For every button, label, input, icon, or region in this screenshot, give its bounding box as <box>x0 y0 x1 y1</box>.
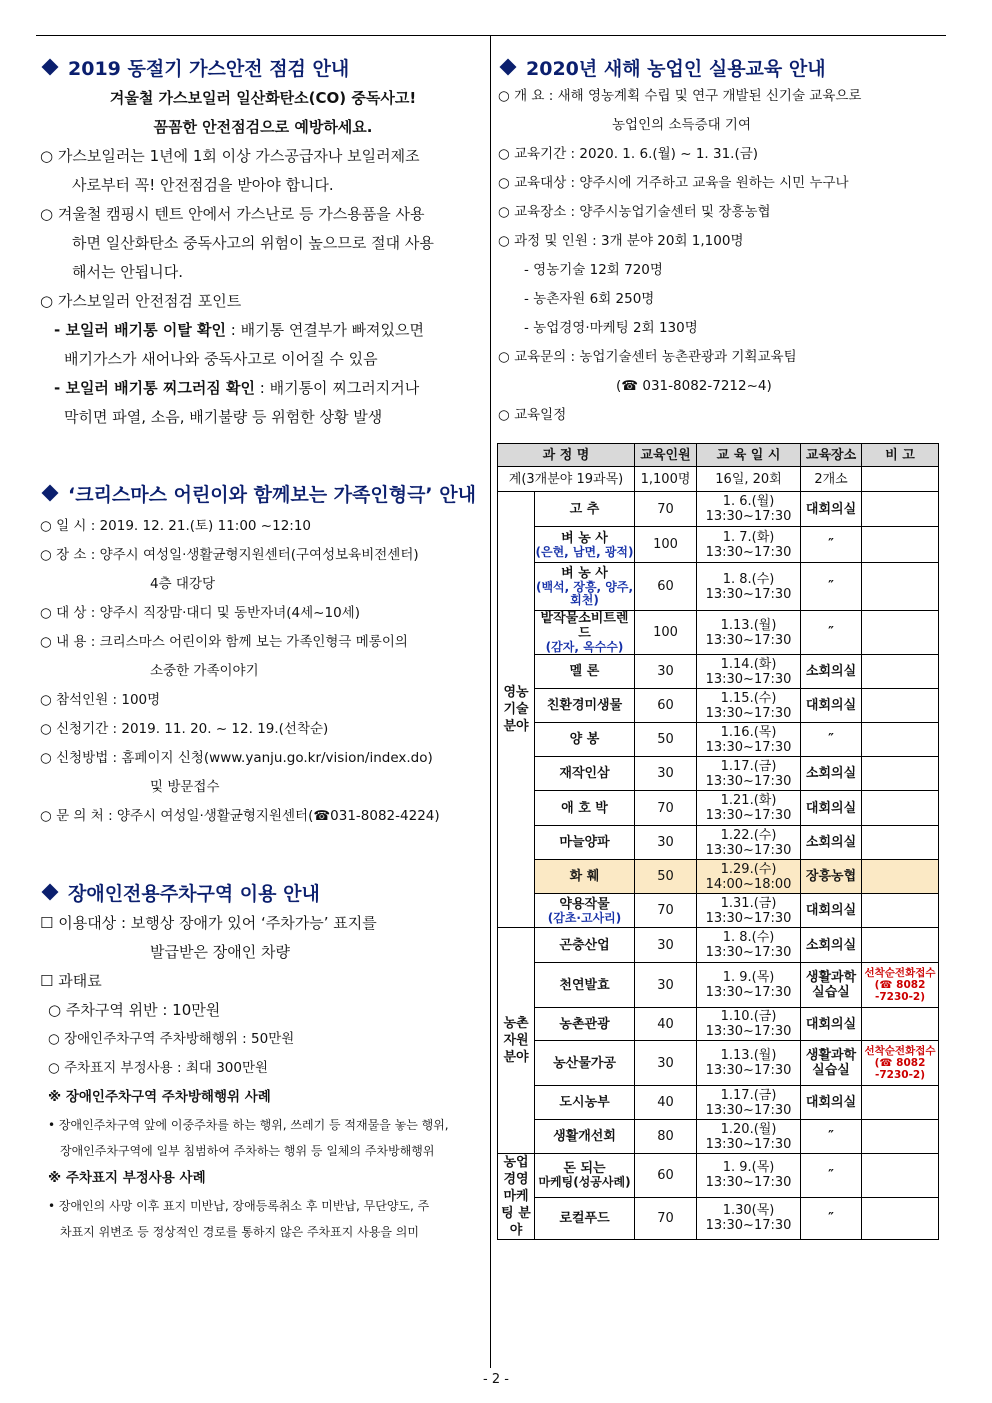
course-cell <box>535 894 635 928</box>
table-row <box>498 1008 939 1041</box>
date-text: 1. 8.(수) <box>722 571 775 587</box>
course-cell <box>535 963 635 1008</box>
note-cell <box>862 1008 939 1041</box>
place-text: 소회의실 <box>805 835 857 850</box>
note-cell <box>862 1041 939 1086</box>
parking-line: ○ 장애인주차구역 주차방해행위 : 50만원 <box>48 1031 295 1047</box>
course-sub: (감초·고사리) <box>547 910 622 925</box>
place-text: 대회의실 <box>805 800 857 816</box>
place-cell <box>801 826 862 860</box>
place-text: ″ <box>828 1129 834 1144</box>
table-row <box>498 894 939 928</box>
note-cell <box>862 1086 939 1120</box>
group-cell: 농촌 자원 분야 <box>498 928 535 1154</box>
table-header-row <box>498 444 939 467</box>
note-cell <box>862 826 939 860</box>
note-cell <box>862 611 939 655</box>
place-text: 소회의실 <box>805 937 857 953</box>
edu-line: ○ 개 요 : 새해 영농계획 수립 및 연구 개발된 신기술 교육으로 <box>498 88 862 104</box>
course-cell <box>535 723 635 757</box>
top-rule <box>36 35 946 36</box>
date-text: 1.21.(화) <box>720 793 777 808</box>
time-text: 13:30~17:30 <box>705 945 792 960</box>
total-cell <box>862 467 939 492</box>
course-cell <box>535 860 635 894</box>
parking-line: ☐ 이용대상 : 보행상 장애가 있어 ‘주차가능’ 표지를 <box>40 914 377 932</box>
datetime-cell <box>697 1041 801 1086</box>
datetime-cell <box>697 1008 801 1041</box>
edu-line: (☎ 031-8082-7212~4) <box>616 378 772 394</box>
gas-check-2: - 보일러 배기통 찌그러짐 확인 : 배기통이 찌그러지거나 <box>54 379 420 397</box>
table-row <box>498 1041 939 1086</box>
datetime-cell <box>697 860 801 894</box>
schedule-table <box>497 443 939 1240</box>
course-name: 생활개선회 <box>553 1129 616 1144</box>
table-row <box>498 1086 939 1120</box>
course-cell <box>535 1120 635 1154</box>
time-text: 13:30~17:30 <box>705 842 792 858</box>
course-cell <box>535 757 635 791</box>
place-cell <box>801 563 862 611</box>
count-cell: 30 <box>635 655 697 689</box>
datetime-cell <box>697 1120 801 1154</box>
time-text: 13:30~17:30 <box>705 1024 792 1039</box>
datetime-cell <box>697 492 801 527</box>
count-cell: 100 <box>635 527 697 563</box>
course-cell <box>535 1086 635 1120</box>
group-cell: 영농 기술 분야 <box>498 492 535 928</box>
table-row <box>498 689 939 723</box>
datetime-cell <box>697 689 801 723</box>
place-cell <box>801 1120 862 1154</box>
time-text: 13:30~17:30 <box>705 773 792 789</box>
gas-line: 하면 일산화탄소 중독사고의 위험이 높으므로 절대 사용 <box>72 234 434 252</box>
puppet-line: 소중한 가족이야기 <box>150 663 259 679</box>
place-text: ″ <box>828 625 834 640</box>
count-cell: 80 <box>635 1120 697 1154</box>
course-name: 농촌관광 <box>559 1016 610 1032</box>
count-cell: 30 <box>635 826 697 860</box>
course-cell <box>535 1041 635 1086</box>
table-row <box>498 826 939 860</box>
time-text: 13:30~17:30 <box>705 739 792 755</box>
count-cell: 60 <box>635 563 697 611</box>
place-cell <box>801 860 862 894</box>
place-cell <box>801 655 862 689</box>
gas-lead-1: 겨울철 가스보일러 일산화탄소(CO) 중독사고! <box>109 89 417 107</box>
datetime-cell <box>697 1086 801 1120</box>
datetime-cell <box>697 757 801 791</box>
edu-line: ○ 교육대상 : 양주시에 거주하고 교육을 원하는 시민 누구나 <box>498 175 849 191</box>
time-text: 13:30~17:30 <box>705 1136 792 1152</box>
datetime-cell <box>697 826 801 860</box>
course-name: 벼 농 사 <box>561 566 608 581</box>
date-text: 1. 7.(화) <box>722 529 775 545</box>
header-count: 교육인원 <box>635 444 697 467</box>
place-text: 대회의실 <box>805 1095 857 1110</box>
course-sub: (백석, 장흥, 양주, 회천) <box>535 580 634 607</box>
place-cell <box>801 1086 862 1120</box>
group-cell: 농업 경영 마케팅 분야 <box>498 1154 535 1240</box>
edu-line: ○ 교육기간 : 2020. 1. 6.(월) ~ 1. 31.(금) <box>498 146 759 162</box>
table-row <box>498 563 939 611</box>
count-cell: 30 <box>635 963 697 1008</box>
course-name: 농산물가공 <box>553 1055 616 1071</box>
place-text-2: 실습실 <box>812 985 850 1000</box>
place-text: 소회의실 <box>805 664 857 679</box>
edu-line: ○ 과정 및 인원 : 3개 분야 20회 1,100명 <box>498 233 744 249</box>
course-name: 약용작물 <box>559 896 610 912</box>
course-name: 애 호 박 <box>561 800 608 816</box>
gas-line: 해서는 안됩니다. <box>72 263 183 281</box>
puppet-line: ○ 내 용 : 크리스마스 어린이와 함께 보는 가족인형극 메롱이의 <box>40 634 408 650</box>
table-row <box>498 655 939 689</box>
time-text: 13:30~17:30 <box>705 509 792 524</box>
place-text: 대회의실 <box>805 1016 857 1032</box>
course-cell <box>535 791 635 826</box>
table-row <box>498 928 939 963</box>
datetime-cell <box>697 928 801 963</box>
datetime-cell <box>697 723 801 757</box>
header-datetime: 교 육 일 시 <box>697 444 801 467</box>
total-row <box>498 467 939 492</box>
note-cell <box>862 1197 939 1239</box>
place-cell <box>801 1154 862 1198</box>
place-cell <box>801 1197 862 1239</box>
course-cell <box>535 527 635 563</box>
date-text: 1.20.(월) <box>720 1121 777 1137</box>
parking-line: ☐ 과태료 <box>40 972 102 990</box>
note-cell <box>862 928 939 963</box>
total-cell: 2개소 <box>801 467 862 492</box>
place-cell <box>801 963 862 1008</box>
date-text: 1. 6.(월) <box>722 494 775 509</box>
time-text: 13:30~17:30 <box>705 544 792 560</box>
date-text: 1.17.(금) <box>720 758 777 774</box>
note-cell <box>862 527 939 563</box>
place-text: ″ <box>828 732 834 747</box>
parking-line: 장애인주차구역에 일부 침범하여 주차하는 행위 등 일체의 주차방해행위 <box>60 1144 435 1158</box>
place-text: ″ <box>828 579 834 594</box>
course-sub: (은현, 남면, 광적) <box>535 544 634 559</box>
note-cell <box>862 757 939 791</box>
place-text: 장흥농협 <box>805 869 857 884</box>
parking-line: • 장애인의 사망 이후 표지 미반납, 장애등록취소 후 미반납, 무단양도, 주 <box>48 1199 430 1213</box>
course-cell <box>535 928 635 963</box>
edu-line: - 농촌자원 6회 250명 <box>524 291 655 307</box>
date-text: 1. 9.(목) <box>722 1160 775 1176</box>
edu-line: - 영농기술 12회 720명 <box>524 262 663 278</box>
course-name: 도시농부 <box>559 1095 610 1110</box>
gas-check-1-detail: 배기가스가 새어나와 중독사고로 이어질 수 있음 <box>64 350 378 368</box>
puppet-line: 및 방문접수 <box>150 779 220 795</box>
puppet-line: ○ 신청기간 : 2019. 11. 20. ~ 12. 19.(선착순) <box>40 721 329 737</box>
time-text: 13:30~17:30 <box>705 586 792 602</box>
gas-check-2-detail: 막히면 파열, 소음, 배기불량 등 위험한 상황 발생 <box>64 408 383 426</box>
parking-line: • 장애인주차구역 앞에 이중주차를 하는 행위, 쓰레기 등 적재물을 놓는 행위, <box>48 1118 449 1132</box>
parking-line: 차표지 위변조 등 정상적인 경로를 통하지 않은 주차표지 사용을 의미 <box>60 1225 419 1239</box>
datetime-cell <box>697 655 801 689</box>
table-row <box>498 611 939 655</box>
left-column <box>40 52 486 1245</box>
place-cell <box>801 723 862 757</box>
table-row <box>498 1197 939 1239</box>
note-cell <box>862 723 939 757</box>
edu-line: ○ 교육일정 <box>498 407 567 423</box>
table-row <box>498 860 939 894</box>
parking-line: ○ 주차구역 위반 : 10만원 <box>48 1001 221 1019</box>
note-cell <box>862 655 939 689</box>
note-cell <box>862 492 939 527</box>
datetime-cell <box>697 894 801 928</box>
course-cell <box>535 689 635 723</box>
edu-line: 농업인의 소득증대 기여 <box>612 117 751 133</box>
course-cell <box>535 1197 635 1239</box>
count-cell: 70 <box>635 1197 697 1239</box>
note-text: 선착순전화접수 <box>864 967 936 979</box>
note-cell <box>862 689 939 723</box>
datetime-cell <box>697 1154 801 1198</box>
place-text: 생활과학 <box>805 1048 857 1063</box>
date-text: 1. 9.(목) <box>722 970 775 985</box>
course-name: 곤충산업 <box>559 937 610 953</box>
place-text: 소회의실 <box>805 766 857 781</box>
puppet-line: ○ 장 소 : 양주시 여성일·생활균형지원센터(구여성보육비전센터) <box>40 547 419 563</box>
date-text: 1. 8.(수) <box>722 930 775 945</box>
time-text: 13:30~17:30 <box>705 1063 792 1078</box>
edu-line: - 농업경영·마케팅 2회 130명 <box>524 320 698 336</box>
puppet-show-heading: ‘크리스마스 어린이와 함께보는 가족인형극’ 안내 <box>40 478 486 508</box>
datetime-cell <box>697 527 801 563</box>
count-cell: 30 <box>635 757 697 791</box>
total-cell: 16일, 20회 <box>697 467 801 492</box>
table-row <box>498 757 939 791</box>
course-name: 로컬푸드 <box>559 1210 610 1226</box>
table-row <box>498 963 939 1008</box>
course-name: 화 훼 <box>569 869 600 884</box>
edu-line: ○ 교육장소 : 양주시농업기술센터 및 장흥농협 <box>498 204 771 220</box>
count-cell: 30 <box>635 1041 697 1086</box>
time-text: 13:30~17:30 <box>705 808 792 823</box>
parking-line: 발급받은 장애인 차량 <box>150 943 290 961</box>
datetime-cell <box>697 1197 801 1239</box>
note-phone: (☎ 8082 -7230-2) <box>874 979 926 1003</box>
course-sub: 마케팅(성공사례) <box>538 1175 631 1190</box>
place-cell <box>801 1041 862 1086</box>
place-cell <box>801 757 862 791</box>
course-cell <box>535 826 635 860</box>
date-text: 1.29.(수) <box>720 861 777 877</box>
count-cell: 40 <box>635 1008 697 1041</box>
right-column <box>498 52 940 430</box>
puppet-line: 4층 대강당 <box>150 576 216 592</box>
note-text: 선착순전화접수 <box>864 1045 936 1057</box>
place-cell <box>801 527 862 563</box>
total-cell: 계(3개분야 19과목) <box>498 467 635 492</box>
header-note: 비 고 <box>862 444 939 467</box>
course-name: 밭작물소비트렌드 <box>540 611 629 641</box>
time-text: 13:30~17:30 <box>705 632 792 648</box>
place-text: 대회의실 <box>805 698 857 713</box>
time-text: 13:30~17:30 <box>705 1218 792 1234</box>
table-row <box>498 492 939 527</box>
date-text: 1.16.(목) <box>720 724 777 740</box>
gas-line: 사로부터 꼭! 안전점검을 받아야 합니다. <box>72 176 334 194</box>
table-row <box>498 527 939 563</box>
date-text: 1.17.(금) <box>720 1087 777 1103</box>
place-cell <box>801 492 862 527</box>
course-cell <box>535 563 635 611</box>
count-cell: 50 <box>635 860 697 894</box>
diamond-icon <box>42 485 59 502</box>
puppet-line: ○ 참석인원 : 100명 <box>40 692 161 708</box>
note-cell <box>862 1154 939 1198</box>
date-text: 1.13.(월) <box>720 617 777 633</box>
place-cell <box>801 894 862 928</box>
datetime-cell <box>697 963 801 1008</box>
datetime-cell <box>697 791 801 826</box>
place-cell <box>801 928 862 963</box>
place-cell <box>801 1008 862 1041</box>
course-cell <box>535 611 635 655</box>
count-cell: 100 <box>635 611 697 655</box>
course-name: 양 봉 <box>569 732 600 747</box>
parking-line: ※ 장애인주차구역 주차방해행위 사례 <box>48 1089 271 1105</box>
diamond-icon <box>500 59 517 76</box>
time-text: 13:30~17:30 <box>705 985 792 1000</box>
datetime-cell <box>697 563 801 611</box>
gas-line: ○ 가스보일러는 1년에 1회 이상 가스공급자나 보일러제조 <box>40 147 420 165</box>
parking-heading: 장애인전용주차구역 이용 안내 <box>40 877 486 907</box>
count-cell: 60 <box>635 689 697 723</box>
note-cell <box>862 791 939 826</box>
count-cell: 30 <box>635 928 697 963</box>
gas-safety-heading: 2019 동절기 가스안전 점검 안내 <box>40 52 486 82</box>
count-cell: 70 <box>635 791 697 826</box>
time-text: 13:30~17:30 <box>705 671 792 687</box>
course-sub: (감자, 옥수수) <box>545 640 624 654</box>
diamond-icon <box>42 59 59 76</box>
date-text: 1.30(목) <box>722 1203 775 1219</box>
course-name: 고 추 <box>569 501 600 517</box>
date-text: 1.15.(수) <box>720 690 777 706</box>
gas-line: ○ 가스보일러 안전점검 포인트 <box>40 292 242 310</box>
count-cell: 70 <box>635 492 697 527</box>
count-cell: 50 <box>635 723 697 757</box>
date-text: 1.13.(월) <box>720 1048 777 1063</box>
diamond-icon <box>42 884 59 901</box>
time-text: 13:30~17:30 <box>705 1175 792 1191</box>
gas-lead-2: 꼼꼼한 안전점검으로 예방하세요. <box>153 118 373 136</box>
count-cell: 60 <box>635 1154 697 1198</box>
time-text: 13:30~17:30 <box>705 1102 792 1118</box>
place-text: ″ <box>828 1210 834 1226</box>
course-name: 재작인삼 <box>559 766 610 781</box>
datetime-cell <box>697 611 801 655</box>
gas-line: ○ 겨울철 캠핑시 텐트 안에서 가스난로 등 가스용품을 사용 <box>40 205 425 223</box>
count-cell: 40 <box>635 1086 697 1120</box>
parking-line: ○ 주차표지 부정사용 : 최대 300만원 <box>48 1060 269 1076</box>
total-cell: 1,100명 <box>635 467 697 492</box>
puppet-line: ○ 신청방법 : 홈페이지 신청(www.yanju.go.kr/vision/index.do) <box>40 750 433 766</box>
course-name: 돈 되는 <box>563 1161 606 1177</box>
gas-check-1: - 보일러 배기통 이탈 확인 : 배기통 연결부가 빠져있으면 <box>54 321 425 339</box>
table-row <box>498 791 939 826</box>
puppet-line: ○ 일 시 : 2019. 12. 21.(토) 11:00 ~12:10 <box>40 518 312 534</box>
note-cell <box>862 860 939 894</box>
page-number: - 2 - <box>483 1372 509 1387</box>
count-cell: 70 <box>635 894 697 928</box>
column-divider <box>490 36 491 1368</box>
header-course: 과 정 명 <box>498 444 635 467</box>
table-row <box>498 1154 939 1198</box>
farmer-education-heading: 2020년 새해 농업인 실용교육 안내 <box>498 52 940 82</box>
time-text: 13:30~17:30 <box>705 705 792 721</box>
date-text: 1.31.(금) <box>720 895 777 911</box>
date-text: 1.10.(금) <box>720 1009 777 1024</box>
course-cell <box>535 492 635 527</box>
place-text: 대회의실 <box>805 501 857 517</box>
table-row <box>498 1120 939 1154</box>
puppet-line: ○ 대 상 : 양주시 직장맘·대디 및 동반자녀(4세~10세) <box>40 605 360 621</box>
header-place: 교육장소 <box>801 444 862 467</box>
course-name: 멜 론 <box>569 664 600 679</box>
place-text: ″ <box>828 537 834 552</box>
edu-line: ○ 교육문의 : 농업기술센터 농촌관광과 기획교육팀 <box>498 349 797 365</box>
note-cell <box>862 563 939 611</box>
course-cell <box>535 655 635 689</box>
table-row <box>498 723 939 757</box>
note-cell <box>862 963 939 1008</box>
note-phone: (☎ 8082 -7230-2) <box>874 1057 926 1081</box>
course-name: 천연발효 <box>559 977 610 993</box>
time-text: 14:00~18:00 <box>705 876 792 892</box>
puppet-line: ○ 문 의 처 : 양주시 여성일·생활균형지원센터(☎031-8082-4224) <box>40 808 440 824</box>
place-cell <box>801 689 862 723</box>
place-text: ″ <box>828 1167 834 1183</box>
date-text: 1.22.(수) <box>720 827 777 843</box>
place-text: 대회의실 <box>805 903 857 918</box>
place-text-2: 실습실 <box>812 1063 850 1078</box>
note-cell <box>862 1120 939 1154</box>
course-name: 친환경미생물 <box>546 698 623 713</box>
course-cell <box>535 1008 635 1041</box>
place-cell <box>801 611 862 655</box>
parking-line: ※ 주차표지 부정사용 사례 <box>48 1170 206 1186</box>
date-text: 1.14.(화) <box>720 656 777 672</box>
course-name: 벼 농 사 <box>561 530 608 546</box>
place-text: 생활과학 <box>805 970 857 985</box>
time-text: 13:30~17:30 <box>705 910 792 926</box>
course-name: 마늘양파 <box>559 835 610 850</box>
course-cell <box>535 1154 635 1198</box>
place-cell <box>801 791 862 826</box>
note-cell <box>862 894 939 928</box>
